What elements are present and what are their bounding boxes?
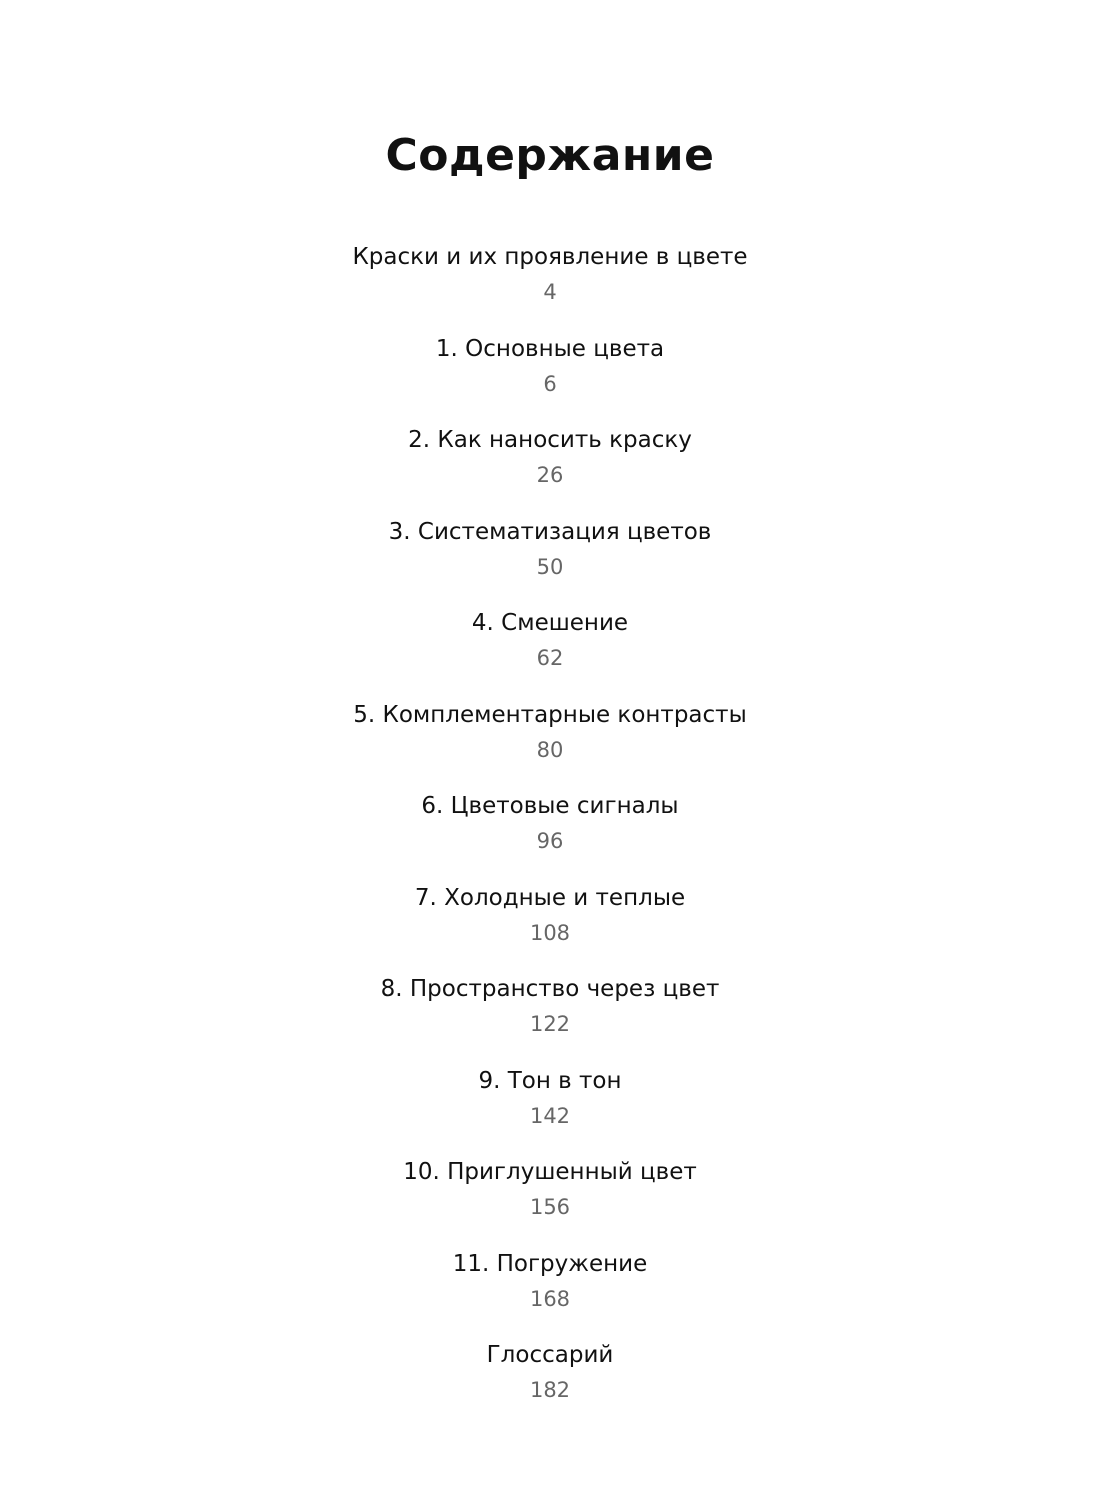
toc-entry-page-number: 50	[536, 554, 564, 579]
toc-entry-page-number: 80	[536, 737, 564, 762]
toc-entry	[0, 1337, 1100, 1429]
table-of-contents	[0, 239, 1100, 1429]
toc-entry	[0, 1063, 1100, 1155]
toc-entry	[0, 971, 1100, 1063]
toc-entry-title: 4. Смешение	[471, 610, 629, 636]
toc-entry-page-number: 26	[536, 463, 564, 487]
page-title: Содержание	[385, 130, 715, 181]
toc-entry-title: 3. Систематизация цветов	[388, 518, 712, 545]
toc-entry-page-number: 6	[543, 371, 557, 396]
toc-entry	[0, 788, 1100, 880]
toc-entry	[0, 1246, 1100, 1338]
toc-entry-page-number: 182	[529, 1378, 571, 1402]
toc-entry-title: 8. Пространство через цвет	[380, 976, 720, 1002]
toc-entry	[0, 331, 1100, 423]
toc-entry-title: 6. Цветовые сигналы	[421, 793, 679, 819]
toc-entry	[0, 514, 1100, 606]
toc-entry-title: Краски и их проявление в цвете	[352, 244, 748, 270]
toc-entry-title: 7. Холодные и теплые	[414, 884, 686, 911]
toc-entry-page-number: 4	[543, 280, 557, 304]
toc-entry-page-number: 142	[529, 1103, 571, 1128]
toc-entry-title: 11. Погружение	[452, 1250, 648, 1277]
toc-entry-page-number: 96	[536, 829, 564, 853]
toc-entry-title: 1. Основные цвета	[435, 335, 665, 362]
toc-entry	[0, 422, 1100, 514]
toc-entry-page-number: 122	[529, 1012, 571, 1036]
toc-entry-page-number: 168	[529, 1286, 571, 1311]
toc-entry-title: Глоссарий	[486, 1342, 614, 1368]
toc-entry-page-number: 108	[529, 920, 571, 945]
toc-entry	[0, 880, 1100, 972]
toc-entry-title: 9. Тон в тон	[478, 1067, 622, 1094]
toc-entry-title: 5. Комплементарные контрасты	[353, 701, 747, 728]
toc-entry-page-number: 62	[536, 646, 564, 670]
toc-entry	[0, 239, 1100, 331]
toc-entry	[0, 1154, 1100, 1246]
toc-entry	[0, 697, 1100, 789]
toc-entry-page-number: 156	[529, 1195, 571, 1219]
toc-entry-title: 2. Как наносить краску	[408, 427, 692, 453]
toc-entry-title: 10. Приглушенный цвет	[403, 1159, 697, 1185]
toc-entry	[0, 605, 1100, 697]
